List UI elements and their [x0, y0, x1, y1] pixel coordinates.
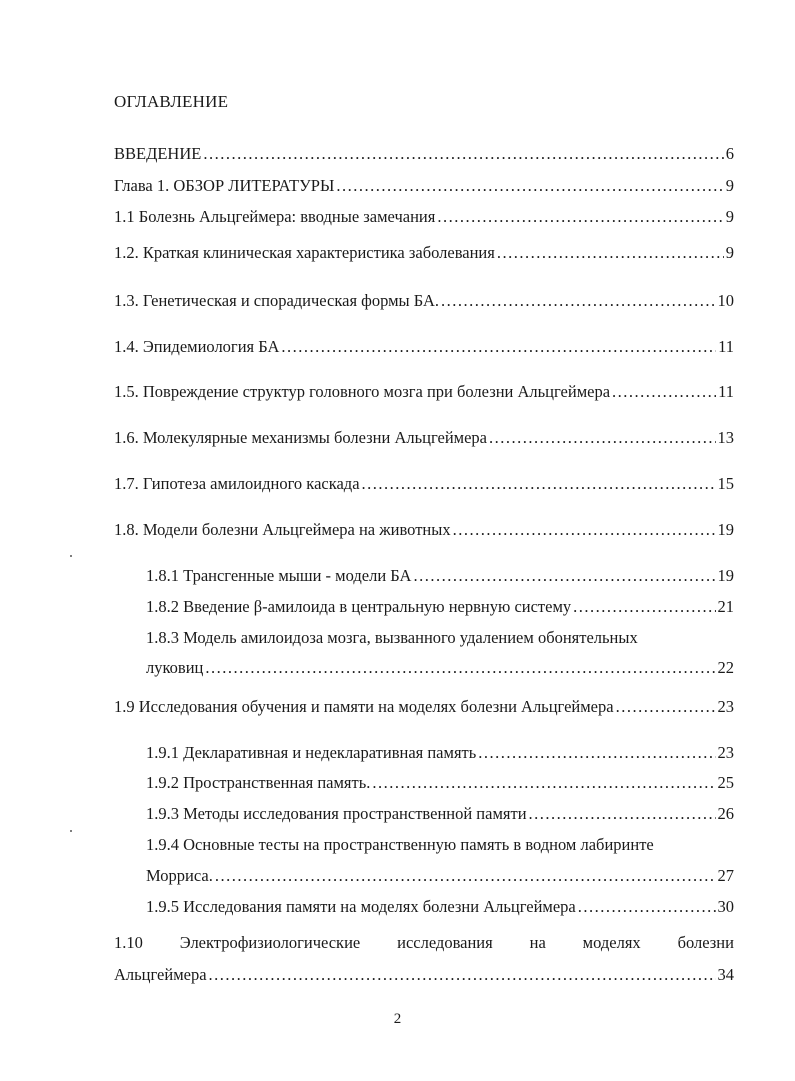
- toc-leader-dots: [362, 473, 716, 495]
- toc-entry-1-8-1[interactable]: [146, 565, 734, 587]
- toc-entry-1-10-line1[interactable]: [114, 932, 734, 954]
- toc-leader-dots: [281, 336, 716, 358]
- toc-entry-page: 23: [717, 697, 734, 716]
- toc-entry-1-9-4[interactable]: [146, 865, 734, 887]
- toc-entry-page: 10: [717, 291, 734, 310]
- toc-leader-dots: [453, 519, 716, 541]
- toc-word: Электрофизиологические: [179, 933, 361, 952]
- toc-entry-page: 19: [717, 566, 734, 585]
- toc-entry-title: 1.7. Гипотеза амилоидного каскада: [114, 474, 360, 493]
- toc-entry-title: 1.9.3 Методы исследования пространственной памяти: [146, 804, 527, 823]
- toc-entry-page: 26: [717, 804, 734, 823]
- toc-leader-dots: [612, 381, 716, 403]
- toc-entry-title: ВВЕДЕНИЕ: [114, 144, 202, 163]
- toc-entry-page: 30: [717, 897, 734, 916]
- toc-leader-dots: [205, 657, 715, 679]
- toc-leader-dots: [489, 427, 715, 449]
- toc-entry-1-8-3[interactable]: [146, 657, 734, 679]
- toc-entry-1-9[interactable]: [114, 696, 734, 718]
- toc-leader-dots: [437, 206, 723, 228]
- toc-entry-1-3[interactable]: [114, 290, 734, 312]
- toc-leader-dots: [372, 772, 715, 794]
- toc-entry-page: 27: [717, 866, 734, 885]
- toc-entry-title: 1.8.2 Введение β-амилоида в центральную нервную систему: [146, 597, 572, 616]
- toc-entry-chapter-1[interactable]: [114, 175, 734, 197]
- page-number: 2: [393, 1011, 402, 1027]
- toc-entry-title: 1.3. Генетическая и спорадическая формы БА.: [114, 291, 440, 310]
- toc-word: на: [529, 933, 546, 952]
- toc-entry-page: 6: [725, 144, 734, 163]
- scan-speck: [70, 830, 72, 832]
- toc-entry-page: 9: [725, 207, 734, 226]
- toc-leader-dots: [529, 803, 716, 825]
- toc-entry-title: 1.9.2 Пространственная память.: [146, 773, 371, 792]
- toc-entry-title: 1.8. Модели болезни Альцгеймера на животных: [114, 520, 451, 539]
- toc-entry-1-9-4-line1[interactable]: 1.9.4 Основные тесты на пространственную память в водном лабиринте: [146, 835, 654, 854]
- toc-entry-page: 34: [717, 965, 734, 984]
- toc-entry-1-9-3[interactable]: [146, 803, 734, 825]
- toc-entry-title: 1.9.5 Исследования памяти на моделях болезни Альцгеймера: [146, 897, 576, 916]
- toc-entry-1-9-2[interactable]: [146, 772, 734, 794]
- toc-word: болезни: [677, 933, 734, 952]
- toc-entry-title: Глава 1. ОБЗОР ЛИТЕРАТУРЫ: [114, 176, 335, 195]
- toc-entry-page: 21: [717, 597, 734, 616]
- toc-entry-1-8-3-line1[interactable]: 1.8.3 Модель амилоидоза мозга, вызванного удалением обонятельных: [146, 628, 638, 647]
- toc-entry-page: 11: [718, 382, 734, 401]
- toc-word: 1.10: [114, 933, 143, 952]
- toc-entry-title: луковиц: [146, 658, 204, 677]
- toc-leader-dots: [497, 242, 724, 264]
- toc-entry-title: 1.4. Эпидемиология БА: [114, 337, 280, 356]
- toc-entry-title: 1.2. Краткая клиническая характеристика заболевания: [114, 243, 495, 262]
- toc-entry-page: 9: [725, 176, 734, 195]
- toc-leader-dots: [578, 896, 716, 918]
- toc-leader-dots: [336, 175, 723, 197]
- toc-leader-dots: [441, 290, 715, 312]
- toc-entry-1-8[interactable]: [114, 519, 734, 541]
- toc-leader-dots: [209, 964, 716, 986]
- toc-entry-1-2[interactable]: [114, 242, 734, 264]
- toc-entry-page: 19: [717, 520, 734, 539]
- toc-entry-page: 25: [717, 773, 734, 792]
- toc-leader-dots: [215, 865, 716, 887]
- toc-entry-1-9-5[interactable]: [146, 896, 734, 918]
- toc-leader-dots: [478, 742, 715, 764]
- toc-entry-title: 1.9.1 Декларативная и недекларативная память: [146, 743, 477, 762]
- toc-entry-1-8-2[interactable]: [146, 596, 734, 618]
- toc-entry-1-7[interactable]: [114, 473, 734, 495]
- toc-word: моделях: [582, 933, 641, 952]
- toc-leader-dots: [413, 565, 715, 587]
- toc-entry-page: 9: [725, 243, 734, 262]
- toc-entry-1-1[interactable]: [114, 206, 734, 228]
- toc-entry-title: 1.8.1 Трансгенные мыши - модели БА: [146, 566, 412, 585]
- toc-entry-page: 15: [717, 474, 734, 493]
- toc-entry-introduction[interactable]: [114, 143, 734, 165]
- toc-entry-title: Альцгеймера: [114, 965, 207, 984]
- toc-entry-title: 1.5. Повреждение структур головного мозга при болезни Альцгеймера: [114, 382, 611, 401]
- scan-speck: [70, 555, 72, 557]
- toc-entry-1-9-1[interactable]: [146, 742, 734, 764]
- toc-entry-title: 1.1 Болезнь Альцгеймера: вводные замечания: [114, 207, 436, 226]
- toc-leader-dots: [203, 143, 723, 165]
- toc-leader-dots: [573, 596, 715, 618]
- toc-heading: ОГЛАВЛЕНИЕ: [114, 92, 229, 111]
- toc-entry-page: 23: [717, 743, 734, 762]
- toc-entry-1-10[interactable]: [114, 964, 734, 986]
- toc-entry-1-5[interactable]: [114, 381, 734, 403]
- toc-entry-title: 1.6. Молекулярные механизмы болезни Альцгеймера: [114, 428, 488, 447]
- toc-entry-page: 11: [718, 337, 734, 356]
- toc-entry-page: 22: [717, 658, 734, 677]
- toc-entry-1-6[interactable]: [114, 427, 734, 449]
- toc-entry-title: 1.9 Исследования обучения и памяти на моделях болезни Альцгеймера: [114, 697, 614, 716]
- toc-entry-title: Морриса.: [146, 866, 213, 885]
- toc-leader-dots: [616, 696, 716, 718]
- toc-entry-1-4[interactable]: [114, 336, 734, 358]
- toc-entry-page: 13: [717, 428, 734, 447]
- toc-word: исследования: [397, 933, 493, 952]
